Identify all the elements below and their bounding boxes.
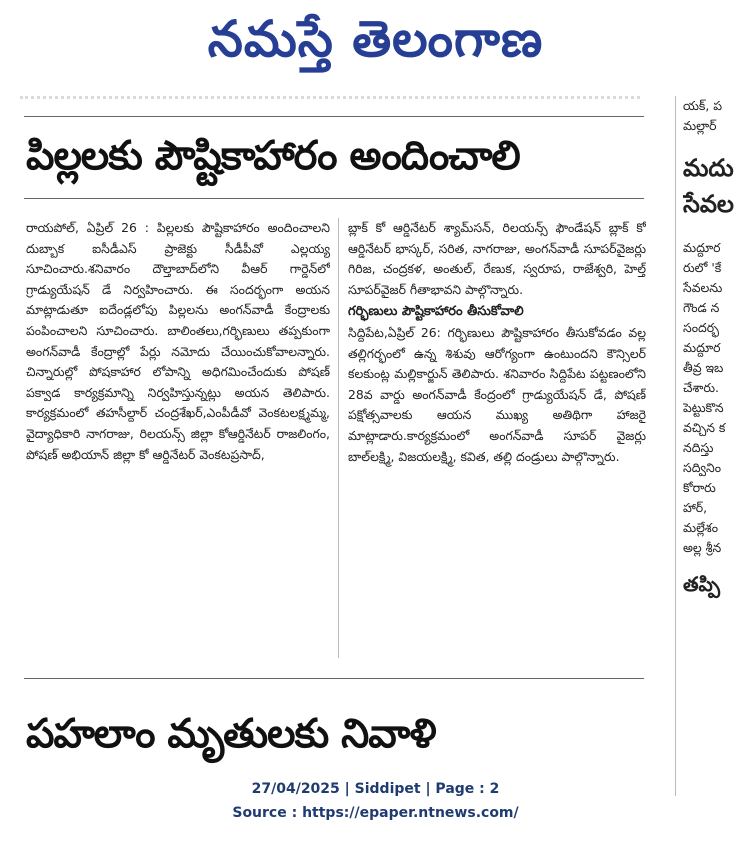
- side-headline-line: సేవల: [683, 190, 734, 218]
- side-text-line: గౌండ న: [683, 300, 720, 315]
- side-text-line: రులో 'కే: [683, 260, 722, 275]
- masthead: [0, 0, 751, 82]
- previous-article-fragment: [20, 96, 640, 109]
- side-text-line: చేశారు.: [683, 380, 719, 395]
- edition-date-line: 27/04/2025 | Siddipet | Page : 2: [251, 781, 500, 797]
- source-footer: [0, 777, 751, 825]
- article-end-rule: [24, 678, 644, 679]
- side-text-line: మద్దూర: [683, 340, 721, 355]
- side-text-line: పెట్టుకొన: [683, 400, 724, 415]
- article-column-2: [348, 218, 646, 663]
- article-subheading: గర్భిణులు పౌష్టికాహారం తీసుకోవాలి: [348, 304, 524, 320]
- source-url-line: Source : https://epaper.ntnews.com/: [232, 805, 519, 821]
- article-body-paragraph: బ్లాక్ కో ఆర్డినేటర్ శ్యామ్‌సన్, రిలయన్స్ ఫౌండేషన్ బ్లాక్ కో ఆర్డినేటర్ భాస్కర్, సరిత, నాగరాజు, అంగన్‌వాడీ సూపర్‌వైజర్లు గిరిజ, చంద్రకళ, అంతుల్, రేణుక, స్వరూప, రాజేశ్వరి, హెల్త్ సూపర్‌వైజర్ గీతాభావని పాల్గొన్నారు.: [348, 220, 646, 297]
- side-text-line: సేవలను: [683, 280, 723, 295]
- top-rule: [24, 116, 644, 117]
- side-text-line: వచ్చిన క: [683, 420, 726, 435]
- side-text-line: హార్,: [683, 500, 708, 515]
- side-text-line: తీవ్ర ఇబ: [683, 360, 724, 375]
- article-column-1: [26, 218, 330, 663]
- second-article-headline: పహలాం మృతులకు నివాళి: [26, 711, 436, 757]
- headline-rule: [24, 198, 644, 199]
- side-column-divider: [675, 96, 676, 796]
- side-text-line: మద్దూర: [683, 240, 721, 255]
- side-text-line: మల్లేశం: [683, 520, 718, 535]
- article-body-paragraph: సిద్దిపేట,ఏప్రిల్ 26: గర్భిణులు పౌష్టికాహారం తీసుకోవడం వల్ల తల్లిగర్భంలో ఉన్న శిశువు ఆరోగ్యంగా ఉంటుందని కౌన్సిలర్ కలకుంట్ల మల్లికార్జున్ తెలిపారు. శనివారం సిద్దిపేట పట్టణంలోని 28వ వార్డు అంగన్‌వాడీ కేంద్రంలో గ్రాడ్యుయేషన్ డే, పోషణ్ పక్షోత్సవాలకు ఆయన ముఖ్య అతిథిగా హాజరై మాట్లాడారు.కార్యక్రమంలో అంగన్‌వాడీ సూపర్ వైజర్లు బాల్‌లక్ష్మి, విజయలక్ష్మి, కవిత, తల్లి దండ్రులు పాల్గొన్నారు.: [348, 324, 646, 464]
- side-bottom-headline: తప్పి: [683, 572, 721, 596]
- side-text-line: నదిస్తు: [683, 440, 714, 455]
- side-text-line: సందర్భ: [683, 320, 719, 335]
- article-body-paragraph: రాయపోల్, ఏప్రిల్ 26 : పిల్లలకు పౌష్టికాహారం అందించాలని దుబ్బాక ఐసీడీఎస్ ప్రాజెక్టు సీడీపీవో ఎల్లయ్య సూచించారు.శనివారం దౌల్తాబాద్‌లోని వీఆర్ గార్డెన్‌లో గ్రాడ్యుయేషన్ డే నిర్వహించారు. ఈ సందర్భంగా అయన మాట్లాడుతూ ఐదేండ్లలోపు పిల్లలను అంగన్‌వాడీ కేంద్రాలకు పంపించాలని సూచించారు. బాలింతలు,గర్భిణులు తప్పకుంగా అంగన్‌వాడీ కేంద్రాల్లో పేర్లు నమోదు చేయించుకోవాలన్నారు. చిన్నారుల్లో పోషకాహార లోపాన్ని అధిగమించేందుకు పోషణ్ పక్వాడ కార్యక్రమాన్ని నిర్వహిస్తున్నట్లు అయన తెలిపారు. కార్యక్రమంలో తహసీల్దార్ చంద్రశేఖర్,ఎంపీడీవో వెంకటలక్ష్మమ్మ, వైద్యాధికారి నాగరాజు, రిలయన్స్ జిల్లా కోఆర్డినేటర్ రాజలింగం, పోషణ్ అభియాన్ జిల్లా కో ఆర్డినేటర్ వెంకటప్రసాద్,: [26, 220, 330, 462]
- side-text-line: కోరారు: [683, 480, 716, 495]
- side-text-line: అల్ల శ్రీన: [683, 540, 722, 555]
- column-divider: [338, 218, 339, 658]
- newspaper-logo: నమస్తే తెలంగాణ: [207, 9, 544, 68]
- side-text-line: యక్, ప: [683, 98, 723, 113]
- side-article-fragment: [683, 96, 751, 796]
- article-headline: పిల్లలకు పౌష్టికాహారం అందించాలి: [26, 133, 520, 179]
- side-text-line: మల్లార్: [683, 118, 717, 133]
- side-text-line: సద్వినిం: [683, 460, 722, 475]
- side-headline-line: మదు: [683, 154, 734, 182]
